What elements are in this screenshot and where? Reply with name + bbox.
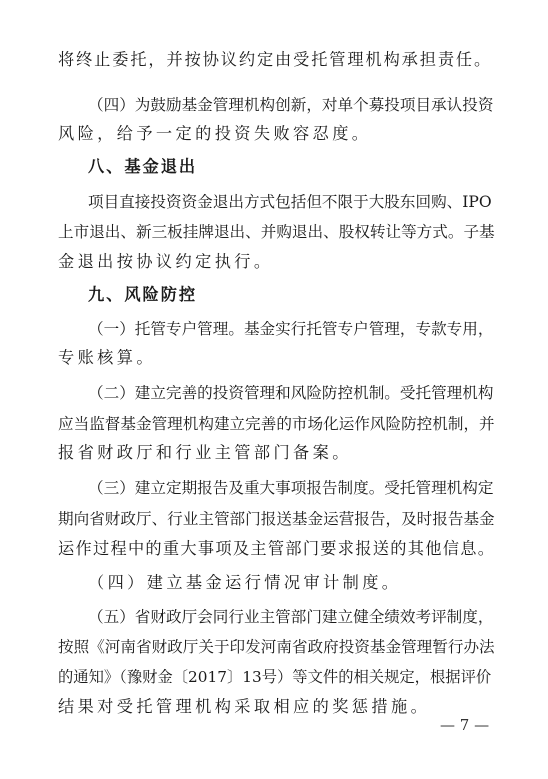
paragraph-line: （四）为鼓励基金管理机构创新，对单个募投项目承认投资 [88, 96, 494, 114]
paragraph-line: 项目直接投资资金退出方式包括但不限于大股东回购、IPO [88, 193, 492, 211]
paragraph-line: （二）建立完善的投资管理和风险防控机制。受托管理机构 [88, 384, 494, 402]
paragraph-line: 将终止委托，并按协议约定由受托管理机构承担责任。 [58, 50, 493, 69]
section-heading: 九、风险防控 [88, 285, 198, 304]
paragraph-line: 上市退出、新三板挂牌退出、并购退出、股权转让等方式。子基 [58, 223, 495, 241]
paragraph-line: 应当监督基金管理机构建立完善的市场化运作风险防控机制，并 [58, 415, 495, 433]
paragraph-line: （五）省财政厅会同行业主管部门建立健全绩效考评制度， [88, 608, 494, 626]
paragraph-line: 运作过程中的重大事项及主管部门要求报送的其他信息。 [58, 539, 496, 558]
paragraph-line: 金退出按协议约定执行。 [58, 252, 274, 271]
paragraph-line: 期向省财政厅、行业主管部门报送基金运营报告，及时报告基金 [58, 510, 495, 528]
paragraph-line: 按照《河南省财政厅关于印发河南省政府投资基金管理暂行办法 [58, 638, 495, 656]
paragraph-line: 风险，给予一定的投资失败容忍度。 [58, 124, 372, 143]
paragraph-line: 专账核算。 [58, 348, 156, 367]
paragraph-line: 的通知》（豫财金〔2017〕13号）等文件的相关规定，根据评价 [58, 668, 492, 686]
page-number: — 7 — [440, 716, 490, 734]
paragraph-line: 结果对受托管理机构采取相应的奖惩措施。 [58, 697, 431, 716]
paragraph-line: （一）托管专户管理。基金实行托管专户管理，专款专用， [88, 320, 494, 338]
paragraph-line: 报省财政厅和行业主管部门备案。 [58, 443, 352, 462]
paragraph-line: （四）建立基金运行情况审计制度。 [88, 573, 402, 592]
section-heading: 八、基金退出 [88, 157, 198, 176]
paragraph-line: （三）建立定期报告及重大事项报告制度。受托管理机构定 [88, 479, 494, 497]
